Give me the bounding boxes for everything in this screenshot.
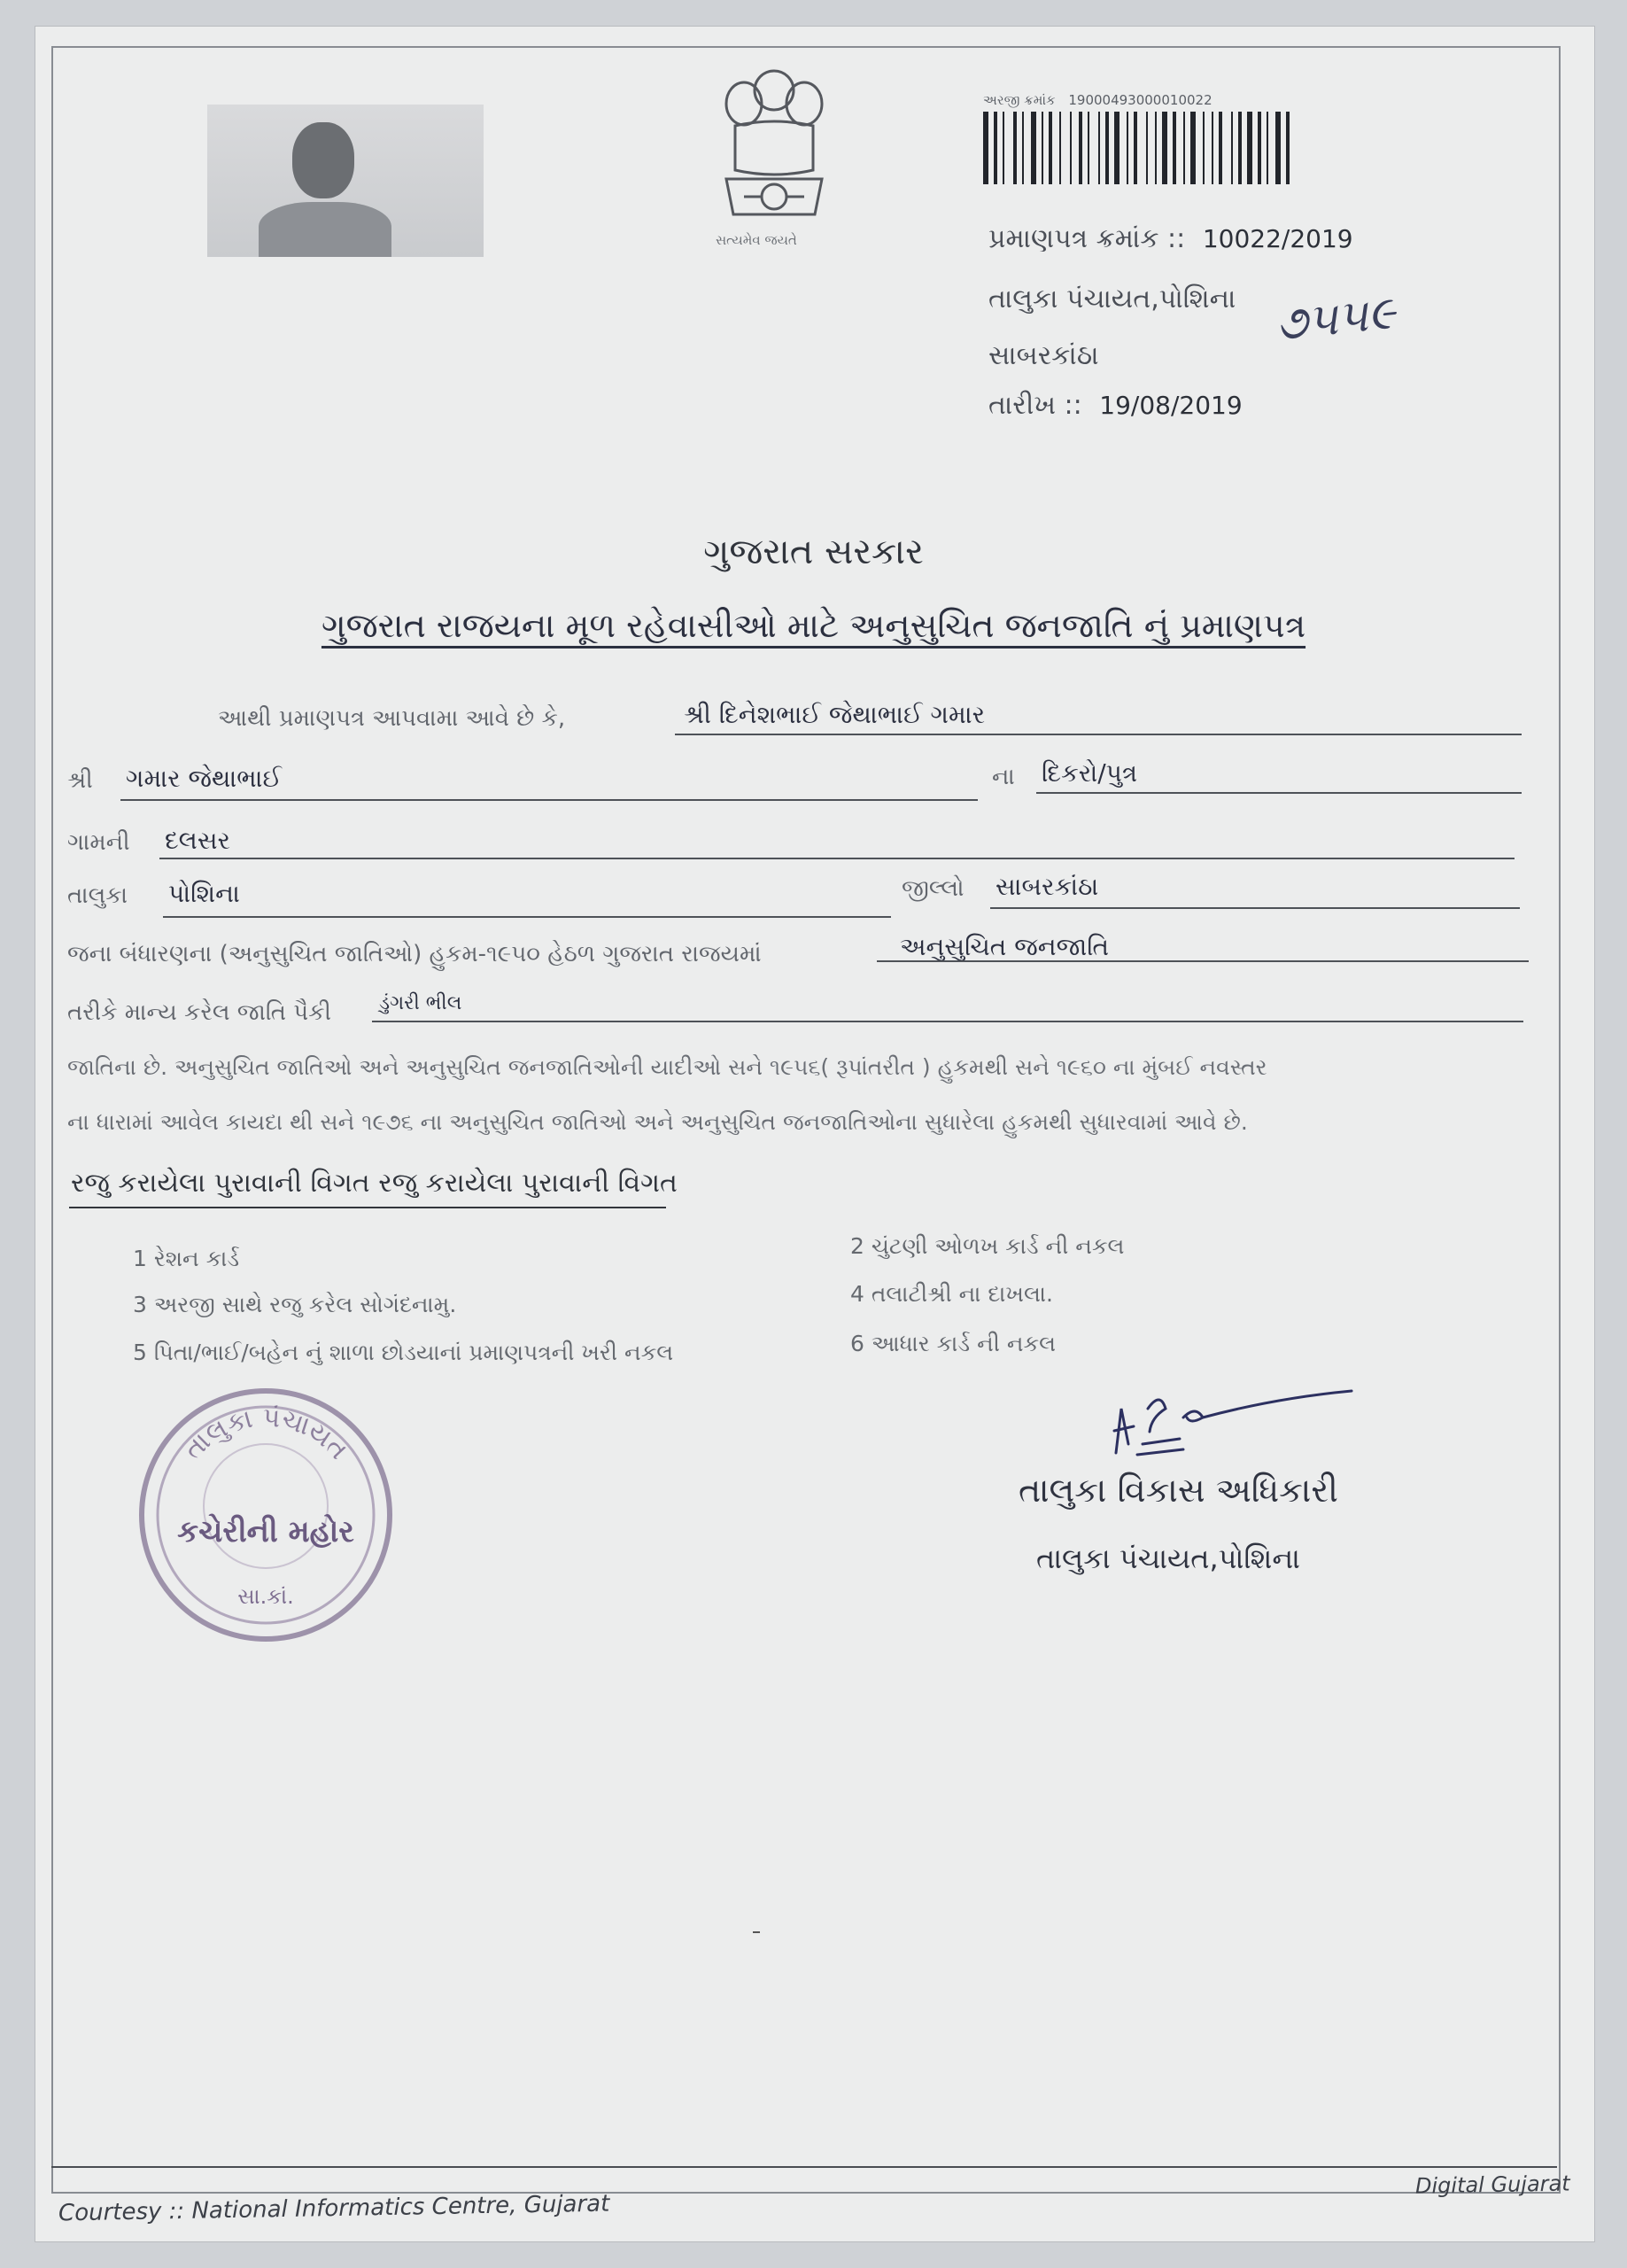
caste-line xyxy=(372,1021,1523,1022)
evidence-heading: રજુ કરાયેલા પુરાવાની વિગત રજુ કરાયેલા પુરાવાની વિગત xyxy=(71,1168,678,1199)
barcode-bar xyxy=(1042,112,1043,184)
barcode-bar xyxy=(1212,112,1213,184)
barcode-bar xyxy=(1183,112,1185,184)
barcode-bar xyxy=(1219,112,1222,184)
intro-label: આથી પ્રમાણપત્ર આપવામા આવે છે કે, xyxy=(218,705,566,732)
evidence-item: 3 અરજી સાથે રજુ કરેલ સોગંદનામુ. xyxy=(133,1292,457,1317)
caste-name: ડુંગરી ભીલ xyxy=(379,992,462,1014)
digital-gujarat-text: Digital Gujarat xyxy=(1414,2171,1570,2199)
barcode-bar xyxy=(1203,112,1205,184)
applicant-name: શ્રી દિનેશભાઈ જેથાભાઈ ગમાર xyxy=(684,700,986,729)
legal-paragraph-line-1: જાતિના છે. અનુસુચિત જાતિઓ અને અનુસુચિત જનજાતિઓની યાદીઓ સને ૧૯૫૬( રૂપાંતરીત ) હુકમથી સને ૧૯૬૦ ના મુંબઈ નવસ્તર xyxy=(67,1054,1267,1080)
evidence-item: 2 ચુંટણી ઓળખ કાર્ડ ની નકલ xyxy=(850,1233,1125,1259)
barcode-bar xyxy=(1162,112,1167,184)
barcode-bar xyxy=(1275,112,1281,184)
seal-bottom-text: સા.કાં. xyxy=(237,1584,294,1609)
barcode-bar xyxy=(1003,112,1004,184)
national-emblem-icon xyxy=(709,55,840,250)
father-name: ગમાર જેથાભાઈ xyxy=(126,764,283,793)
barcode-bar xyxy=(994,112,997,184)
office-line-2: સાબરકાંઠા xyxy=(988,340,1099,371)
certificate-title xyxy=(0,606,1627,646)
relation: દિકરો/પુત્ર xyxy=(1042,758,1138,788)
district-name: સાબરકાંઠા xyxy=(996,872,1099,901)
barcode-bar xyxy=(1127,112,1128,184)
taluka-label: તાલુકા xyxy=(67,882,128,909)
certificate-title-text: ગુજરાત રાજયના મૂળ રહેવાસીઓ માટે અનુસુચિત જનજાતિ નું પ્રમાણપત્ર xyxy=(321,606,1306,645)
barcode-bar xyxy=(1190,112,1196,184)
date-label: તારીખ :: xyxy=(988,390,1082,421)
barcode-bar xyxy=(1022,112,1024,184)
barcode-bar xyxy=(1114,112,1120,184)
village-line xyxy=(159,858,1515,859)
photo-body xyxy=(259,202,391,257)
category: અનુસુચિત જનજાતિ xyxy=(900,932,1110,961)
barcode-bar xyxy=(1134,112,1137,184)
office-seal-stamp xyxy=(133,1382,399,1648)
stray-mark xyxy=(753,1931,760,1933)
taluka-name: પોશિના xyxy=(168,879,240,908)
barcode-bar xyxy=(1267,112,1268,184)
taluka-line xyxy=(163,916,891,918)
caste-label: તરીકે માન્ય કરેલ જાતિ પૈકી xyxy=(67,999,331,1026)
applicant-name-line xyxy=(675,734,1522,735)
office-line-1: તાલુકા પંચાયત,પોશિના xyxy=(988,284,1236,315)
signatory-title: તાલુકા વિકાસ અધિકારી xyxy=(1019,1471,1338,1510)
evidence-item: 6 આધાર કાર્ડ ની નકલ xyxy=(850,1331,1056,1356)
certificate-number: 10022/2019 xyxy=(1202,224,1353,253)
application-no: 19000493000010022 xyxy=(1068,92,1213,108)
barcode-bar xyxy=(1231,112,1233,184)
application-no-label: અરજી ક્રમાંક xyxy=(983,92,1056,108)
barcode-bar xyxy=(1146,112,1148,184)
date-row xyxy=(988,390,1243,421)
handwritten-number: ૭૫૫૯ xyxy=(1273,286,1398,352)
barcode-bar xyxy=(1079,112,1082,184)
district-line xyxy=(990,907,1520,909)
barcode-bar xyxy=(1155,112,1157,184)
barcode-bar xyxy=(983,112,988,184)
signatory-office: તાલુકા પંચાયત,પોશિના xyxy=(1036,1542,1301,1575)
barcode-bar xyxy=(1105,112,1109,184)
father-name-line xyxy=(120,799,978,801)
barcode-bar xyxy=(1258,112,1261,184)
courtesy-text: Courtesy :: National Informatics Centre, Gujarat xyxy=(58,2190,610,2227)
village-label: ગામની xyxy=(67,829,130,856)
relation-line xyxy=(1036,792,1522,794)
barcode xyxy=(983,112,1316,184)
certificate-number-row xyxy=(988,223,1353,254)
barcode-bar xyxy=(1286,112,1290,184)
barcode-bar xyxy=(1173,112,1176,184)
barcode-bar xyxy=(1049,112,1052,184)
officer-signature xyxy=(1098,1382,1364,1480)
shri-label: શ્રી xyxy=(67,767,93,794)
seal-center-text: કચેરીની મહોર xyxy=(177,1514,354,1550)
evidence-item: 5 પિતા/ભાઈ/બહેન નું શાળા છોડયાનાં પ્રમાણપત્રની ખરી નકલ xyxy=(133,1340,674,1365)
barcode-bar xyxy=(1013,112,1017,184)
barcode-bar xyxy=(1059,112,1061,184)
photo-head xyxy=(292,122,354,198)
certificate-number-label: પ્રમાણપત્ર ક્રમાંક :: xyxy=(988,223,1186,254)
emblem-motto: સત્યમેવ જયતે xyxy=(716,232,797,248)
barcode-bar xyxy=(1098,112,1100,184)
category-line xyxy=(877,960,1529,962)
barcode-bar xyxy=(1238,112,1242,184)
issue-date: 19/08/2019 xyxy=(1099,391,1243,420)
evidence-item: 1 રેશન કાર્ડ xyxy=(133,1246,240,1271)
barcode-label xyxy=(983,92,1213,108)
legal-paragraph-line-2: ના ધારામાં આવેલ કાયદા થી સને ૧૯૭૬ ના અનુસુચિત જાતિઓ અને અનુસુચિત જનજાતિઓના સુધારેલા હુકમથી સુધારવામાં આવે છે. xyxy=(67,1109,1248,1135)
na-label: ના xyxy=(992,764,1015,790)
barcode-bar xyxy=(1247,112,1252,184)
footer-rule xyxy=(51,2166,1557,2168)
evidence-heading-underline xyxy=(69,1207,666,1208)
evidence-item: 4 તલાટીશ્રી ના દાખલા. xyxy=(850,1281,1053,1307)
barcode-bar xyxy=(1088,112,1089,184)
svg-text:તાલુકા પંચાયત xyxy=(178,1402,354,1466)
barcode-bar xyxy=(1070,112,1072,184)
seal-top-text: તાલુકા પંચાયત xyxy=(177,1402,354,1466)
applicant-photo xyxy=(207,105,484,257)
district-label: જીલ્લો xyxy=(902,875,965,902)
barcode-bar xyxy=(1031,112,1036,184)
village-name: દલસર xyxy=(165,826,230,855)
order-label: જના બંધારણના (અનુસુચિત જાતિઓ) હુકમ-૧૯૫૦ હેઠળ ગુજરાત રાજયમાં xyxy=(67,941,762,967)
government-heading: ગુજરાત સરકાર xyxy=(703,532,924,572)
